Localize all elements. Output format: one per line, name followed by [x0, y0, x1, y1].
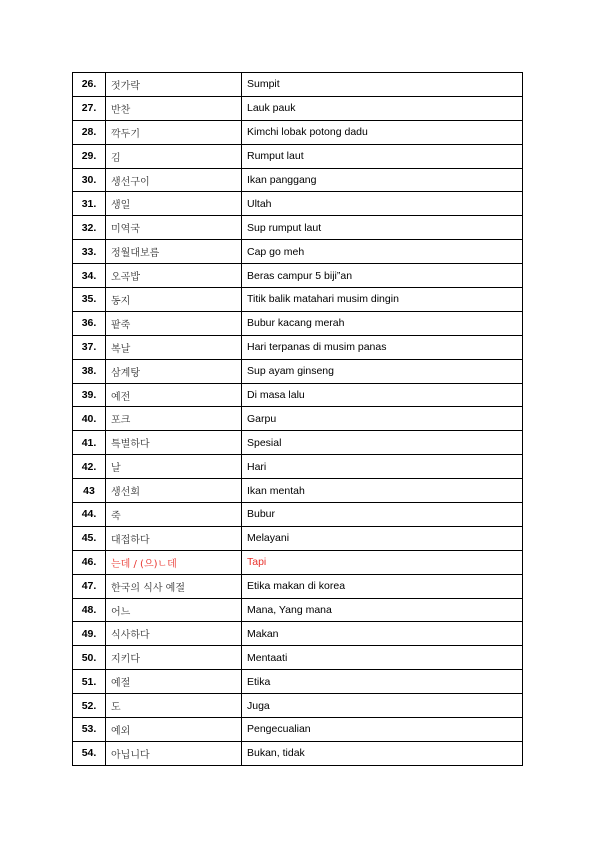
- korean-word: 생선구이: [106, 168, 242, 192]
- indonesian-meaning: Garpu: [242, 407, 523, 431]
- table-row: [73, 741, 523, 765]
- table-row: [73, 359, 523, 383]
- row-number: 31.: [73, 192, 106, 216]
- row-number: 46.: [73, 550, 106, 574]
- indonesian-meaning: Etika: [242, 670, 523, 694]
- table-row: [73, 431, 523, 455]
- indonesian-meaning: Bukan, tidak: [242, 741, 523, 765]
- vocabulary-table: [72, 72, 523, 766]
- indonesian-meaning: Sup ayam ginseng: [242, 359, 523, 383]
- row-number: 44.: [73, 503, 106, 527]
- row-number: 28.: [73, 120, 106, 144]
- korean-word: 생선회: [106, 479, 242, 503]
- row-number: 38.: [73, 359, 106, 383]
- indonesian-meaning: Ikan mentah: [242, 479, 523, 503]
- table-row: [73, 670, 523, 694]
- table-row: [73, 718, 523, 742]
- table-row: [73, 264, 523, 288]
- row-number: 33.: [73, 240, 106, 264]
- indonesian-meaning: Sup rumput laut: [242, 216, 523, 240]
- table-row: [73, 694, 523, 718]
- row-number: 50.: [73, 646, 106, 670]
- indonesian-meaning: Ikan panggang: [242, 168, 523, 192]
- korean-word: 젓가락: [106, 73, 242, 97]
- indonesian-meaning: Titik balik matahari musim dingin: [242, 288, 523, 312]
- korean-word: 미역국: [106, 216, 242, 240]
- korean-word: 예외: [106, 718, 242, 742]
- table-row: [73, 288, 523, 312]
- indonesian-meaning: Kimchi lobak potong dadu: [242, 120, 523, 144]
- row-number: 41.: [73, 431, 106, 455]
- korean-word: 죽: [106, 503, 242, 527]
- korean-word: 동지: [106, 288, 242, 312]
- indonesian-meaning: Juga: [242, 694, 523, 718]
- indonesian-meaning: Melayani: [242, 526, 523, 550]
- table-row: [73, 240, 523, 264]
- table-row: [73, 120, 523, 144]
- table-row: [73, 144, 523, 168]
- korean-word: 반찬: [106, 96, 242, 120]
- row-number: 47.: [73, 574, 106, 598]
- row-number: 40.: [73, 407, 106, 431]
- korean-word: 김: [106, 144, 242, 168]
- table-row: [73, 407, 523, 431]
- indonesian-meaning: Spesial: [242, 431, 523, 455]
- korean-word: 대접하다: [106, 526, 242, 550]
- indonesian-meaning: Beras campur 5 biji”an: [242, 264, 523, 288]
- korean-word: 정월대보름: [106, 240, 242, 264]
- korean-word: 팥죽: [106, 311, 242, 335]
- table-row: [73, 96, 523, 120]
- vocabulary-table-body: [73, 73, 523, 766]
- korean-word: 생일: [106, 192, 242, 216]
- table-row: [73, 598, 523, 622]
- row-number: 29.: [73, 144, 106, 168]
- row-number: 52.: [73, 694, 106, 718]
- indonesian-meaning: Makan: [242, 622, 523, 646]
- korean-word: 지키다: [106, 646, 242, 670]
- row-number: 39.: [73, 383, 106, 407]
- korean-word: 날: [106, 455, 242, 479]
- row-number: 30.: [73, 168, 106, 192]
- korean-word: 한국의 식사 예절: [106, 574, 242, 598]
- indonesian-meaning: Hari terpanas di musim panas: [242, 335, 523, 359]
- indonesian-meaning: Di masa lalu: [242, 383, 523, 407]
- row-number: 34.: [73, 264, 106, 288]
- indonesian-meaning: Etika makan di korea: [242, 574, 523, 598]
- indonesian-meaning: Bubur kacang merah: [242, 311, 523, 335]
- korean-word: 오곡밥: [106, 264, 242, 288]
- indonesian-meaning: Hari: [242, 455, 523, 479]
- korean-word: 아닙니다: [106, 741, 242, 765]
- korean-word: 예전: [106, 383, 242, 407]
- table-row: [73, 383, 523, 407]
- row-number: 35.: [73, 288, 106, 312]
- table-row: [73, 216, 523, 240]
- row-number: 36.: [73, 311, 106, 335]
- indonesian-meaning: Tapi: [242, 550, 523, 574]
- table-row: [73, 503, 523, 527]
- korean-word: 는데 / (으)ㄴ데: [106, 550, 242, 574]
- row-number: 45.: [73, 526, 106, 550]
- table-row: [73, 646, 523, 670]
- row-number: 42.: [73, 455, 106, 479]
- table-row: [73, 574, 523, 598]
- table-row: [73, 168, 523, 192]
- korean-word: 깍두기: [106, 120, 242, 144]
- korean-word: 어느: [106, 598, 242, 622]
- table-row: [73, 311, 523, 335]
- korean-word: 포크: [106, 407, 242, 431]
- korean-word: 식사하다: [106, 622, 242, 646]
- row-number: 48.: [73, 598, 106, 622]
- table-row: [73, 335, 523, 359]
- row-number: 53.: [73, 718, 106, 742]
- indonesian-meaning: Mentaati: [242, 646, 523, 670]
- row-number: 54.: [73, 741, 106, 765]
- table-row: [73, 526, 523, 550]
- indonesian-meaning: Mana, Yang mana: [242, 598, 523, 622]
- table-row: [73, 192, 523, 216]
- indonesian-meaning: Lauk pauk: [242, 96, 523, 120]
- korean-word: 도: [106, 694, 242, 718]
- row-number: 37.: [73, 335, 106, 359]
- table-row: [73, 455, 523, 479]
- korean-word: 복날: [106, 335, 242, 359]
- row-number: 27.: [73, 96, 106, 120]
- table-row: [73, 479, 523, 503]
- table-row: [73, 550, 523, 574]
- row-number: 32.: [73, 216, 106, 240]
- indonesian-meaning: Bubur: [242, 503, 523, 527]
- row-number: 49.: [73, 622, 106, 646]
- table-row: [73, 622, 523, 646]
- indonesian-meaning: Cap go meh: [242, 240, 523, 264]
- korean-word: 예절: [106, 670, 242, 694]
- korean-word: 삼계탕: [106, 359, 242, 383]
- indonesian-meaning: Rumput laut: [242, 144, 523, 168]
- table-row: [73, 73, 523, 97]
- indonesian-meaning: Pengecualian: [242, 718, 523, 742]
- indonesian-meaning: Sumpit: [242, 73, 523, 97]
- row-number: 43: [73, 479, 106, 503]
- korean-word: 특별하다: [106, 431, 242, 455]
- indonesian-meaning: Ultah: [242, 192, 523, 216]
- row-number: 26.: [73, 73, 106, 97]
- row-number: 51.: [73, 670, 106, 694]
